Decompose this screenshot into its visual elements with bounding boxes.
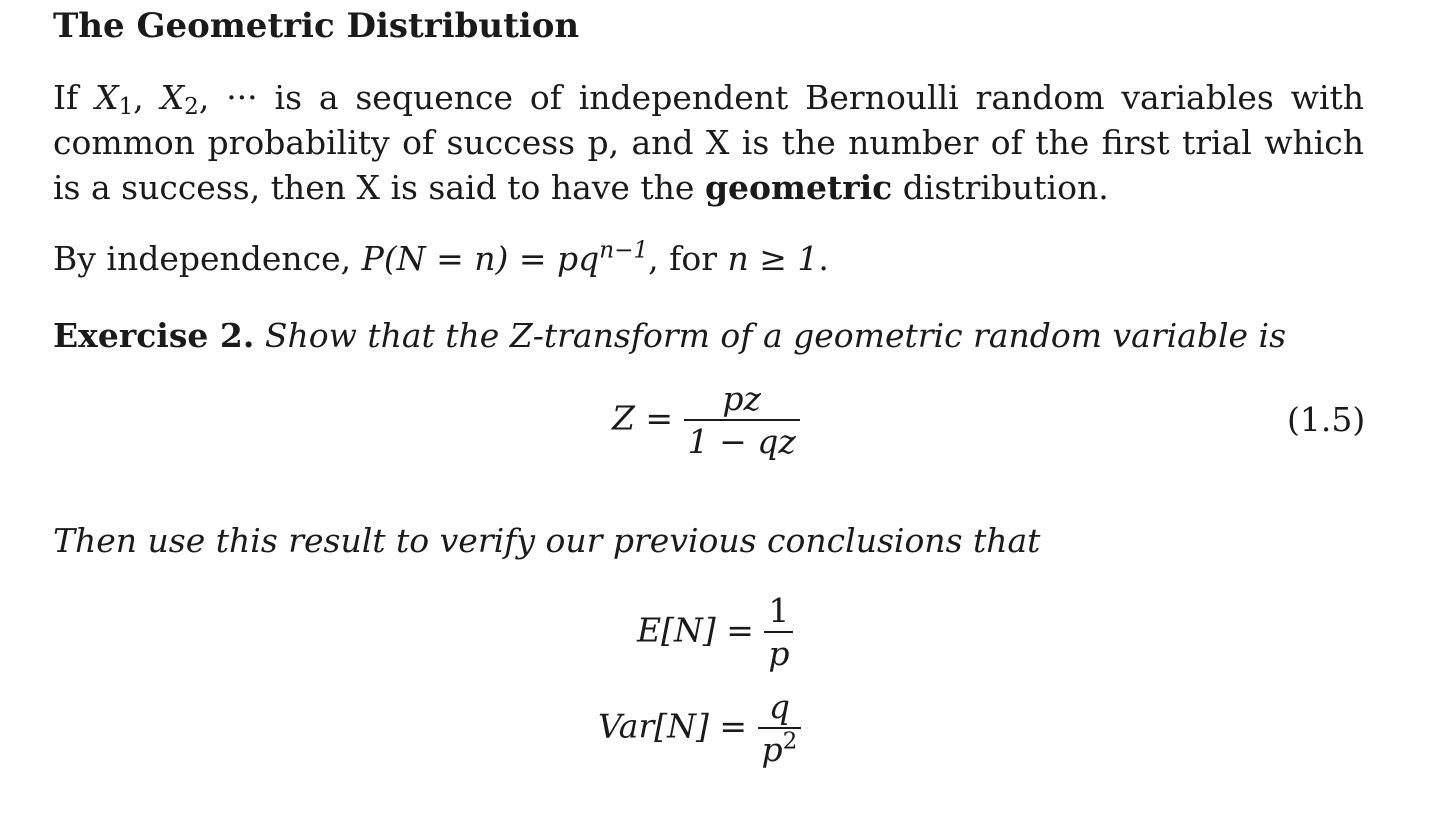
exercise-paragraph [53,313,1364,358]
independence-paragraph: By independence, $P(N = n) = pq^{n-1}$, for n ≥ 1. [53,237,829,278]
expectation-lhs: E[N] = [637,610,754,650]
equation-z-transform [612,378,800,463]
paragraph-text: distribution. [892,168,1109,207]
equation-number: (1.5) [1287,400,1366,439]
math-x2: $X_2$ [160,78,199,121]
equation-variance [598,686,801,771]
equation-fraction [684,378,800,463]
paragraph-text: , for [648,239,728,278]
fraction-denominator: p [768,634,790,674]
definition-paragraph: If $X_1$, $X_2$, ··· is a sequence of independent Bernoulli random variables with common probability of success p, and X is the number of the first trial which is a success, then X is said to have the geometric distribution. [53,78,1365,207]
expectation-fraction [764,590,793,675]
paragraph-text: If [53,78,96,117]
fraction-numerator: pz [684,378,800,421]
math-pmf: $P(N = n) = pq^{n-1}$ [361,237,649,278]
fraction-numerator: 1 [764,590,793,633]
exercise-label: Exercise 2. [53,316,255,355]
math-x1: $X_1$ [95,78,134,121]
paragraph-text: By independence, [53,239,362,278]
section-title: The Geometric Distribution [53,6,580,46]
fraction-denominator: 1 − qz [687,422,796,462]
verify-paragraph: Then use this result to verify our previous conclusions that [53,521,1041,560]
math-condition: n ≥ 1 [727,239,819,278]
variance-lhs: Var[N] = [598,706,748,746]
bold-term: geometric [704,168,893,207]
math-dots: ··· [226,78,258,117]
fraction-denominator: $p^2$ [761,728,798,770]
variance-fraction [758,686,802,771]
fraction-numerator: q [758,686,802,729]
exercise-text: Show that the Z-transform of a geometric random variable is [254,316,1287,355]
equation-expectation [637,590,793,675]
equation-lhs: Z = [612,398,674,438]
paragraph-text: is a sequence of independent Bernoulli random variables with common probability of success p, and X is the number of the first trial which is a success, then X is said to have the [53,78,1365,207]
